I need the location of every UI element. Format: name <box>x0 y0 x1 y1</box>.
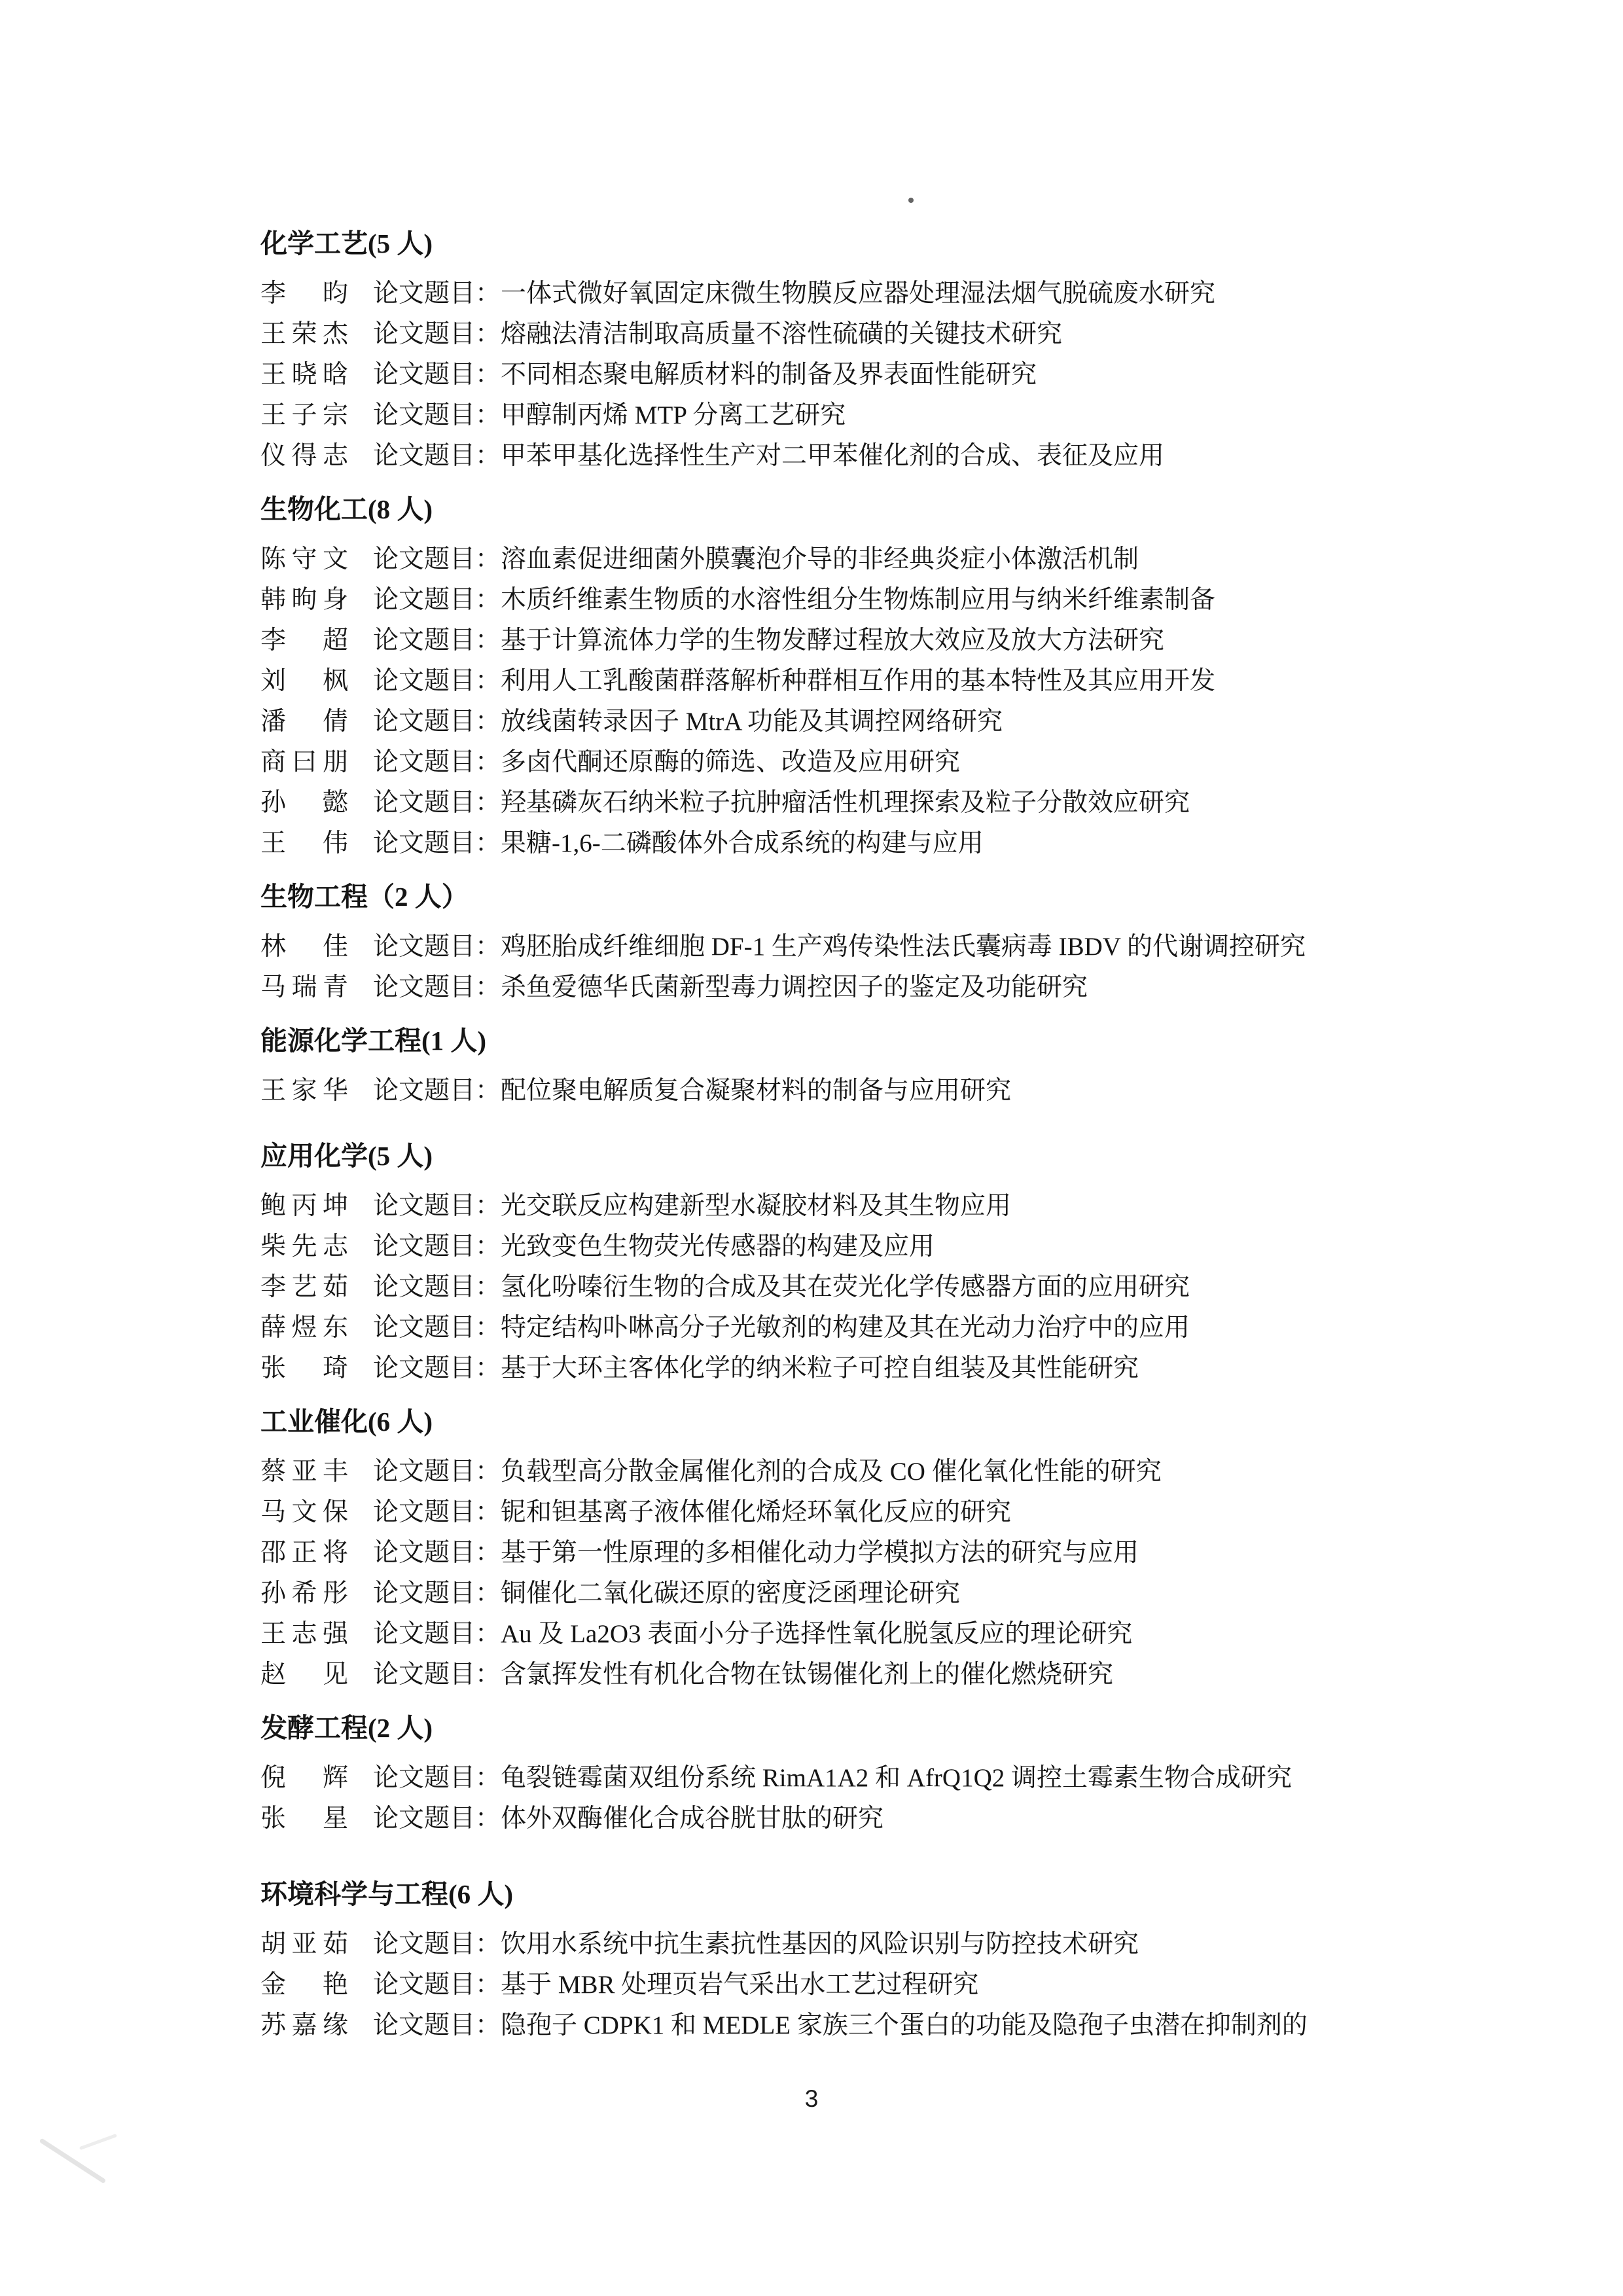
thesis-title: 基于 MBR 处理页岩气采出水工艺过程研究 <box>501 1971 979 1999</box>
entry-row <box>260 1965 1589 2005</box>
thesis-label: 论文题目： <box>373 442 501 470</box>
student-name: 金艳 <box>260 1971 348 1999</box>
sections <box>260 211 1589 2046</box>
student-name: 马瑞青 <box>260 973 348 1001</box>
thesis-label: 论文题目： <box>373 545 501 573</box>
entry-row <box>260 927 1589 967</box>
thesis-label: 论文题目： <box>373 1192 501 1220</box>
thesis-label: 论文题目： <box>373 1498 501 1526</box>
section-title: 环境科学与工程(6 人) <box>260 1879 514 1909</box>
section-title: 发酵工程(2 人) <box>260 1713 433 1743</box>
thesis-label: 论文题目： <box>373 1077 501 1105</box>
student-name: 王志强 <box>260 1620 348 1648</box>
thesis-label: 论文题目： <box>373 748 501 776</box>
page-number: 3 <box>804 2085 819 2112</box>
thesis-title: 熔融法清洁制取高质量不溶性硫磺的关键技术研究 <box>501 320 1063 348</box>
section <box>260 223 1589 476</box>
thesis-title: 基于第一性原理的多相催化动力学模拟方法的研究与应用 <box>501 1539 1139 1567</box>
entry-row <box>260 702 1589 742</box>
section-title: 生物化工(8 人) <box>260 494 433 524</box>
entry-row <box>260 1655 1589 1695</box>
entry-row <box>260 1799 1589 1839</box>
scan-speck-artifact <box>908 198 914 203</box>
thesis-title: 光交联反应构建新型水凝胶材料及其生物应用 <box>501 1192 1012 1220</box>
thesis-label: 论文题目： <box>373 1273 501 1301</box>
section-entries <box>260 1924 1589 2046</box>
section-entries <box>260 1186 1589 1389</box>
entry-row <box>260 661 1589 702</box>
entry-row <box>260 1924 1589 1965</box>
entry-row <box>260 620 1589 661</box>
thesis-title: 木质纤维素生物质的水溶性组分生物炼制应用与纳米纤维素制备 <box>501 586 1216 614</box>
thesis-title: 龟裂链霉菌双组份系统 RimA1A2 和 AfrQ1Q2 调控土霉素生物合成研究 <box>501 1764 1292 1792</box>
thesis-label: 论文题目： <box>373 1764 501 1792</box>
entry-row <box>260 395 1589 436</box>
student-name: 刘枫 <box>260 667 348 695</box>
entry-row <box>260 967 1589 1008</box>
scan-smudge-artifact <box>79 2134 117 2150</box>
student-name: 李昀 <box>260 279 348 308</box>
section-entries <box>260 1452 1589 1695</box>
thesis-title: 基于计算流体力学的生物发酵过程放大效应及放大方法研究 <box>501 626 1165 655</box>
thesis-label: 论文题目： <box>373 1804 501 1833</box>
thesis-label: 论文题目： <box>373 789 501 817</box>
thesis-label: 论文题目： <box>373 1930 501 1958</box>
section <box>260 1873 1589 2046</box>
student-name: 柴先志 <box>260 1232 348 1261</box>
student-name: 仪得志 <box>260 442 348 470</box>
entry-row <box>260 1227 1589 1267</box>
student-name: 张琦 <box>260 1354 348 1382</box>
entry-row <box>260 2005 1589 2046</box>
thesis-label: 论文题目： <box>373 1539 501 1567</box>
section-entries <box>260 927 1589 1008</box>
thesis-title: 不同相态聚电解质材料的制备及界表面性能研究 <box>501 361 1037 389</box>
thesis-label: 论文题目： <box>373 1579 501 1607</box>
thesis-label: 论文题目： <box>373 401 501 429</box>
thesis-title: 特定结构卟啉高分子光敏剂的构建及其在光动力治疗中的应用 <box>501 1314 1190 1342</box>
entry-row <box>260 1186 1589 1227</box>
entry-row <box>260 1614 1589 1655</box>
thesis-label: 论文题目： <box>373 1660 501 1689</box>
section <box>260 1135 1589 1389</box>
thesis-label: 论文题目： <box>373 667 501 695</box>
section-entries <box>260 1071 1589 1111</box>
student-name: 马文保 <box>260 1498 348 1526</box>
student-name: 孙懿 <box>260 789 348 817</box>
section-title: 能源化学工程(1 人) <box>260 1026 487 1056</box>
thesis-label: 论文题目： <box>373 361 501 389</box>
student-name: 王伟 <box>260 829 348 857</box>
thesis-label: 论文题目： <box>373 320 501 348</box>
section-title: 化学工艺(5 人) <box>260 228 433 259</box>
student-name: 邵正将 <box>260 1539 348 1567</box>
entry-row <box>260 1308 1589 1348</box>
thesis-title: 基于大环主客体化学的纳米粒子可控自组装及其性能研究 <box>501 1354 1139 1382</box>
student-name: 潘倩 <box>260 708 348 736</box>
student-name: 王子宗 <box>260 401 348 429</box>
thesis-title: 多卤代酮还原酶的筛选、改造及应用研究 <box>501 748 961 776</box>
thesis-title: Au 及 La2O3 表面小分子选择性氧化脱氢反应的理论研究 <box>501 1620 1133 1648</box>
thesis-title: 果糖-1,6-二磷酸体外合成系统的构建与应用 <box>501 829 984 857</box>
entry-row <box>260 580 1589 620</box>
student-name: 王荣杰 <box>260 320 348 348</box>
student-name: 张星 <box>260 1804 348 1833</box>
section <box>260 1707 1589 1839</box>
thesis-label: 论文题目： <box>373 1971 501 1999</box>
section-title: 应用化学(5 人) <box>260 1141 433 1171</box>
thesis-label: 论文题目： <box>373 1314 501 1342</box>
thesis-title: 溶血素促进细菌外膜囊泡介导的非经典炎症小体激活机制 <box>501 545 1139 573</box>
thesis-title: 配位聚电解质复合凝聚材料的制备与应用研究 <box>501 1077 1012 1105</box>
section-entries <box>260 274 1589 476</box>
section-entries <box>260 1758 1589 1839</box>
student-name: 苏嘉缘 <box>260 2011 348 2039</box>
thesis-title: 一体式微好氧固定床微生物膜反应器处理湿法烟气脱硫废水研究 <box>501 279 1216 308</box>
thesis-title: 杀鱼爱德华氏菌新型毒力调控因子的鉴定及功能研究 <box>501 973 1088 1001</box>
section <box>260 876 1589 1008</box>
student-name: 鲍丙坤 <box>260 1192 348 1220</box>
student-name: 陈守文 <box>260 545 348 573</box>
section <box>260 1401 1589 1695</box>
student-name: 李艺茹 <box>260 1273 348 1301</box>
student-name: 林佳 <box>260 933 348 961</box>
thesis-label: 论文题目： <box>373 586 501 614</box>
thesis-title: 负载型高分散金属催化剂的合成及 CO 催化氧化性能的研究 <box>501 1458 1162 1486</box>
entry-row <box>260 1348 1589 1389</box>
student-name: 倪辉 <box>260 1764 348 1792</box>
entry-row <box>260 1533 1589 1573</box>
entry-row <box>260 274 1589 314</box>
thesis-label: 论文题目： <box>373 829 501 857</box>
thesis-label: 论文题目： <box>373 933 501 961</box>
entry-row <box>260 1452 1589 1492</box>
entry-row <box>260 823 1589 864</box>
thesis-label: 论文题目： <box>373 279 501 308</box>
thesis-title: 利用人工乳酸菌群落解析种群相互作用的基本特性及其应用开发 <box>501 667 1216 695</box>
section <box>260 1020 1589 1111</box>
thesis-title: 体外双酶催化合成谷胱甘肽的研究 <box>501 1804 884 1833</box>
thesis-title: 饮用水系统中抗生素抗性基因的风险识别与防控技术研究 <box>501 1930 1139 1958</box>
entry-row <box>260 1758 1589 1799</box>
thesis-label: 论文题目： <box>373 1354 501 1382</box>
section <box>260 488 1589 864</box>
thesis-label: 论文题目： <box>373 1232 501 1261</box>
student-name: 韩昫身 <box>260 586 348 614</box>
student-name: 李超 <box>260 626 348 655</box>
thesis-title: 鸡胚胎成纤维细胞 DF-1 生产鸡传染性法氏囊病毒 IBDV 的代谢调控研究 <box>501 933 1306 961</box>
thesis-title: 甲醇制丙烯 MTP 分离工艺研究 <box>501 401 846 429</box>
thesis-label: 论文题目： <box>373 708 501 736</box>
thesis-title: 甲苯甲基化选择性生产对二甲苯催化剂的合成、表征及应用 <box>501 442 1165 470</box>
student-name: 王家华 <box>260 1077 348 1105</box>
thesis-title: 光致变色生物荧光传感器的构建及应用 <box>501 1232 935 1261</box>
thesis-title: 放线菌转录因子 MtrA 功能及其调控网络研究 <box>501 708 1003 736</box>
thesis-label: 论文题目： <box>373 973 501 1001</box>
entry-row <box>260 436 1589 476</box>
entry-row <box>260 539 1589 580</box>
student-name: 商曰朋 <box>260 748 348 776</box>
thesis-title: 含氯挥发性有机化合物在钛锡催化剂上的催化燃烧研究 <box>501 1660 1114 1689</box>
entry-row <box>260 355 1589 395</box>
entry-row <box>260 1267 1589 1308</box>
entry-row <box>260 1492 1589 1533</box>
scan-smudge-artifact <box>39 2138 107 2183</box>
student-name: 薛煜东 <box>260 1314 348 1342</box>
thesis-label: 论文题目： <box>373 1620 501 1648</box>
student-name: 赵见 <box>260 1660 348 1689</box>
student-name: 胡亚茹 <box>260 1930 348 1958</box>
entry-row <box>260 783 1589 823</box>
student-name: 孙希彤 <box>260 1579 348 1607</box>
thesis-label: 论文题目： <box>373 626 501 655</box>
section-title: 生物工程（2 人） <box>260 882 469 912</box>
thesis-label: 论文题目： <box>373 2011 501 2039</box>
student-name: 蔡亚丰 <box>260 1458 348 1486</box>
thesis-title: 铌和钽基离子液体催化烯烃环氧化反应的研究 <box>501 1498 1012 1526</box>
section-title: 工业催化(6 人) <box>260 1407 433 1437</box>
entry-row <box>260 1071 1589 1111</box>
entry-row <box>260 742 1589 783</box>
thesis-title: 氢化吩嗪衍生物的合成及其在荧光化学传感器方面的应用研究 <box>501 1273 1190 1301</box>
thesis-label: 论文题目： <box>373 1458 501 1486</box>
section-entries <box>260 539 1589 864</box>
entry-row <box>260 314 1589 355</box>
thesis-title: 隐孢子 CDPK1 和 MEDLE 家族三个蛋白的功能及隐孢子虫潜在抑制剂的 <box>501 2011 1308 2039</box>
thesis-title: 铜催化二氧化碳还原的密度泛函理论研究 <box>501 1579 961 1607</box>
student-name: 王晓晗 <box>260 361 348 389</box>
thesis-title: 羟基磷灰石纳米粒子抗肿瘤活性机理探索及粒子分散效应研究 <box>501 789 1190 817</box>
entry-row <box>260 1573 1589 1614</box>
